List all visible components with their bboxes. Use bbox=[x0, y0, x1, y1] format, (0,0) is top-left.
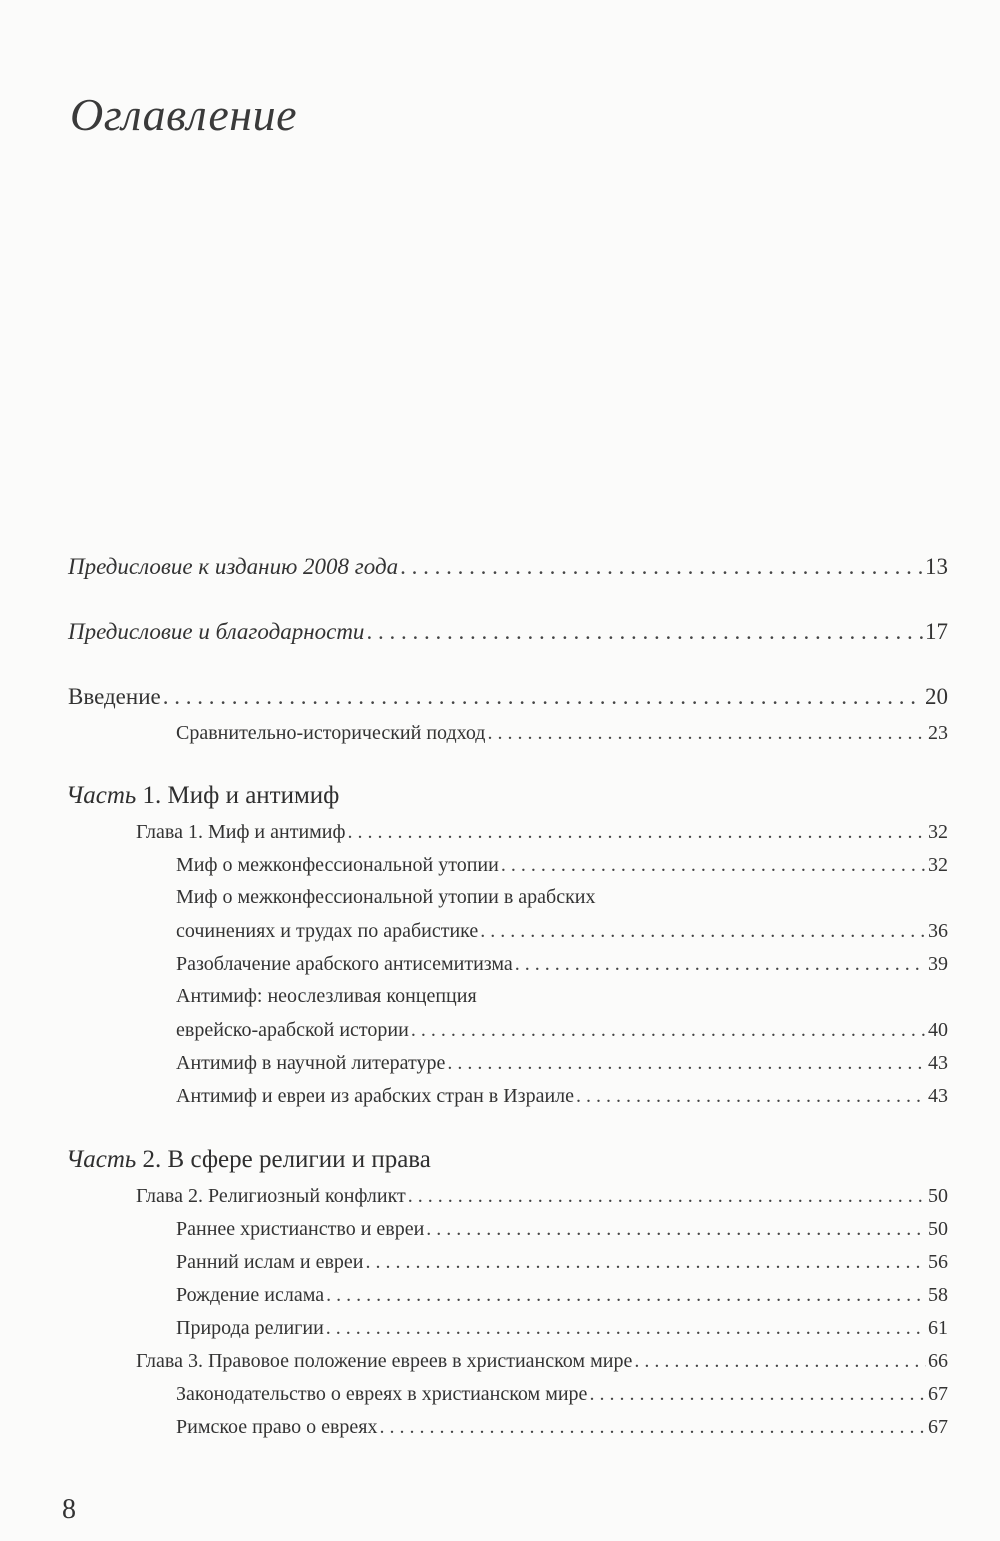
dot-leader bbox=[400, 554, 923, 580]
toc-page-number: 66 bbox=[928, 1350, 948, 1372]
part-label: Часть bbox=[66, 1146, 137, 1173]
toc-page-number: 43 bbox=[928, 1085, 948, 1107]
toc-page-number: 13 bbox=[925, 554, 948, 579]
toc-entry-roman-law[interactable] bbox=[176, 1416, 948, 1439]
toc-page-number: 39 bbox=[928, 953, 948, 975]
dot-leader bbox=[480, 920, 926, 943]
toc-entry-early-islam[interactable] bbox=[176, 1251, 948, 1274]
toc-entry-antimyth-concept[interactable] bbox=[176, 1019, 948, 1042]
dot-leader bbox=[576, 1085, 926, 1108]
dot-leader bbox=[366, 619, 923, 645]
toc-entry-preface-2008[interactable] bbox=[68, 554, 948, 580]
toc-entry-early-christianity[interactable] bbox=[176, 1218, 948, 1241]
toc-entry-chapter-1[interactable] bbox=[136, 821, 948, 844]
dot-leader bbox=[347, 821, 926, 844]
toc-entry-chapter-3[interactable] bbox=[136, 1350, 948, 1373]
toc-entry-legislation-christian[interactable] bbox=[176, 1383, 948, 1406]
dot-leader bbox=[366, 1251, 926, 1274]
toc-entry-comparative-approach[interactable] bbox=[176, 722, 948, 745]
toc-page-number: 17 bbox=[925, 619, 948, 644]
toc-entry-chapter-2[interactable] bbox=[136, 1185, 948, 1208]
toc-entry-title: Антимиф и евреи из арабских стран в Израиле bbox=[176, 1085, 575, 1107]
toc-entry-myth-utopia-arab[interactable] bbox=[176, 920, 948, 943]
toc-entry-title: Антимиф в научной литературе bbox=[176, 1052, 446, 1074]
dot-leader bbox=[411, 1019, 926, 1042]
toc-entry-title: Предисловие и благодарности bbox=[68, 619, 365, 644]
toc-entry-title: Законодательство о евреях в христианском мире bbox=[176, 1383, 588, 1405]
toc-entry-arab-antisemitism[interactable] bbox=[176, 953, 948, 976]
dot-leader bbox=[487, 722, 926, 745]
toc-entry-title: Раннее христианство и евреи bbox=[176, 1218, 425, 1240]
dot-leader bbox=[634, 1350, 926, 1373]
dot-leader bbox=[501, 854, 926, 877]
toc-page-number: 36 bbox=[928, 920, 948, 942]
toc-entry-introduction[interactable] bbox=[68, 684, 948, 710]
dot-leader bbox=[326, 1317, 926, 1340]
part-title: 1. Миф и антимиф bbox=[136, 782, 340, 809]
dot-leader bbox=[326, 1284, 926, 1307]
toc-page-number: 43 bbox=[928, 1052, 948, 1074]
toc-page-number: 32 bbox=[928, 854, 948, 876]
toc-entry-title: Миф о межконфессиональной утопии bbox=[176, 854, 499, 876]
toc-page-number: 32 bbox=[928, 821, 948, 843]
toc-entry-title: Разоблачение арабского антисемитизма bbox=[176, 953, 513, 975]
toc-page-number: 67 bbox=[928, 1416, 948, 1438]
toc-entry-title: Глава 3. Правовое положение евреев в христианском мире bbox=[136, 1350, 633, 1372]
toc-page-number: 20 bbox=[925, 684, 948, 709]
toc-page-number: 50 bbox=[928, 1185, 948, 1207]
page-title: Оглавление bbox=[70, 89, 298, 140]
toc-entry-title: Римское право о евреях bbox=[176, 1416, 378, 1438]
toc-entry-nature-of-religion[interactable] bbox=[176, 1317, 948, 1340]
dot-leader bbox=[379, 1416, 926, 1439]
toc-page-number: 67 bbox=[928, 1383, 948, 1405]
toc-entry-antimyth-israel[interactable] bbox=[176, 1085, 948, 1108]
toc-entry-title: еврейско-арабской истории bbox=[176, 1019, 409, 1041]
toc-page-number: 50 bbox=[928, 1218, 948, 1240]
part-2-heading[interactable] bbox=[66, 1146, 431, 1174]
dot-leader bbox=[447, 1052, 926, 1075]
toc-entry-title: Ранний ислам и евреи bbox=[176, 1251, 364, 1273]
toc-page-number: 40 bbox=[928, 1019, 948, 1041]
toc-page-number: 61 bbox=[928, 1317, 948, 1339]
dot-leader bbox=[589, 1383, 926, 1406]
part-title: 2. В сфере религии и права bbox=[136, 1146, 431, 1173]
part-1-heading[interactable] bbox=[66, 782, 339, 810]
page-number-folio: 8 bbox=[62, 1494, 76, 1525]
toc-entry-title: Глава 2. Религиозный конфликт bbox=[136, 1185, 406, 1207]
toc-page-number: 23 bbox=[928, 722, 948, 744]
toc-entry-title: Введение bbox=[68, 684, 161, 709]
toc-entry-title: Природа религии bbox=[176, 1317, 324, 1339]
dot-leader bbox=[163, 684, 923, 710]
toc-entry-antimyth-literature[interactable] bbox=[176, 1052, 948, 1075]
toc-entry-title: Рождение ислама bbox=[176, 1284, 325, 1306]
toc-entry-myth-utopia-arab-line1[interactable]: Миф о межконфессиональной утопии в арабских bbox=[176, 886, 596, 908]
toc-entry-birth-of-islam[interactable] bbox=[176, 1284, 948, 1307]
toc-entry-preface-acknowledgements[interactable] bbox=[68, 619, 948, 645]
toc-page-number: 58 bbox=[928, 1284, 948, 1306]
dot-leader bbox=[408, 1185, 926, 1208]
toc-entry-antimyth-concept-line1[interactable]: Антимиф: неослезливая концепция bbox=[176, 985, 477, 1007]
toc-entry-title: Сравнительно-исторический подход bbox=[176, 722, 486, 744]
toc-entry-title: Предисловие к изданию 2008 года bbox=[68, 554, 399, 579]
toc-entry-myth-utopia[interactable] bbox=[176, 854, 948, 877]
toc-entry-title: сочинениях и трудах по арабистике bbox=[176, 920, 479, 942]
toc-page-number: 56 bbox=[928, 1251, 948, 1273]
toc-entry-title: Глава 1. Миф и антимиф bbox=[136, 821, 346, 843]
part-label: Часть bbox=[66, 782, 137, 809]
dot-leader bbox=[426, 1218, 926, 1241]
dot-leader bbox=[515, 953, 926, 976]
